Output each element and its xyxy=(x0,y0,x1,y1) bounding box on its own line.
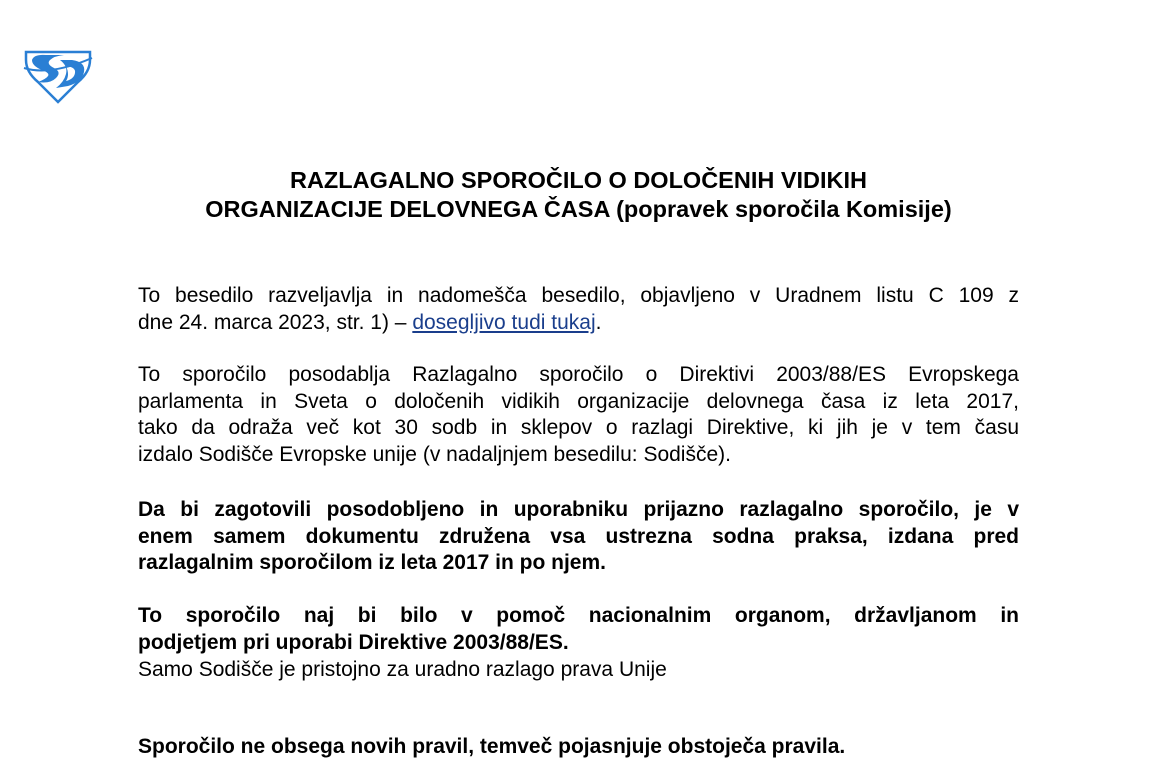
available-here-link[interactable]: dosegljivo tudi tukaj xyxy=(412,310,596,334)
paragraph-line: podjetjem pri uporabi Direktive 2003/88/ES. xyxy=(138,630,569,654)
paragraph-court-competence xyxy=(138,657,1019,684)
title-line-1: RAZLAGALNO SPOROČILO O DOLOČENIH VIDIKIH xyxy=(289,167,868,193)
paragraph-no-new-rules xyxy=(138,734,1019,761)
paragraph-consolidation xyxy=(138,497,1019,577)
paragraph-line: razlagalnim sporočilom iz leta 2017 in po njem. xyxy=(138,551,606,574)
paragraph-line: To besedilo razveljavlja in nadomešča besedilo, objavljeno v Uradnem listu C 109 z xyxy=(138,284,1019,307)
paragraph-line: To sporočilo naj bi bilo v pomoč nacionalnim organom, državljanom in xyxy=(138,604,1019,627)
paragraph-correction-note xyxy=(138,283,1019,336)
paragraph-text: dne 24. marca 2023, str. 1) – xyxy=(138,310,413,334)
paragraph-line: Samo Sodišče je pristojno za uradno razlago prava Unije xyxy=(138,658,667,681)
paragraph-text: . xyxy=(595,310,602,334)
paragraph-line: tako da odraža več kot 30 sodb in sklepov o razlagi Direktive, ki jih je v tem času xyxy=(138,416,1019,439)
paragraph-purpose xyxy=(138,603,1019,656)
paragraph-line: To sporočilo posodablja Razlagalno sporočilo o Direktivi 2003/88/ES Evropskega xyxy=(138,363,1019,386)
paragraph-line: enem samem dokumentu združena vsa ustrezna sodna praksa, izdana pred xyxy=(138,524,1019,548)
paragraph-update-description xyxy=(138,362,1019,468)
paragraph-line: Da bi zagotovili posodobljeno in uporabniku prijazno razlagalno sporočilo, je v xyxy=(138,498,1019,521)
title-line-2: ORGANIZACIJE DELOVNEGA ČASA (popravek sporočila Komisije) xyxy=(205,196,952,222)
paragraph-line: parlamenta in Sveta o določenih vidikih organizacije delovnega časa iz leta 2017, xyxy=(138,389,1019,413)
shield-logo-icon xyxy=(20,46,96,104)
paragraph-line: izdalo Sodišče Evropske unije (v nadaljnjem besedilu: Sodišče). xyxy=(138,442,731,466)
paragraph-line: Sporočilo ne obsega novih pravil, temveč pojasnjuje obstoječa pravila. xyxy=(138,735,846,758)
document-title xyxy=(0,166,1157,224)
paragraph-line xyxy=(138,310,1019,337)
